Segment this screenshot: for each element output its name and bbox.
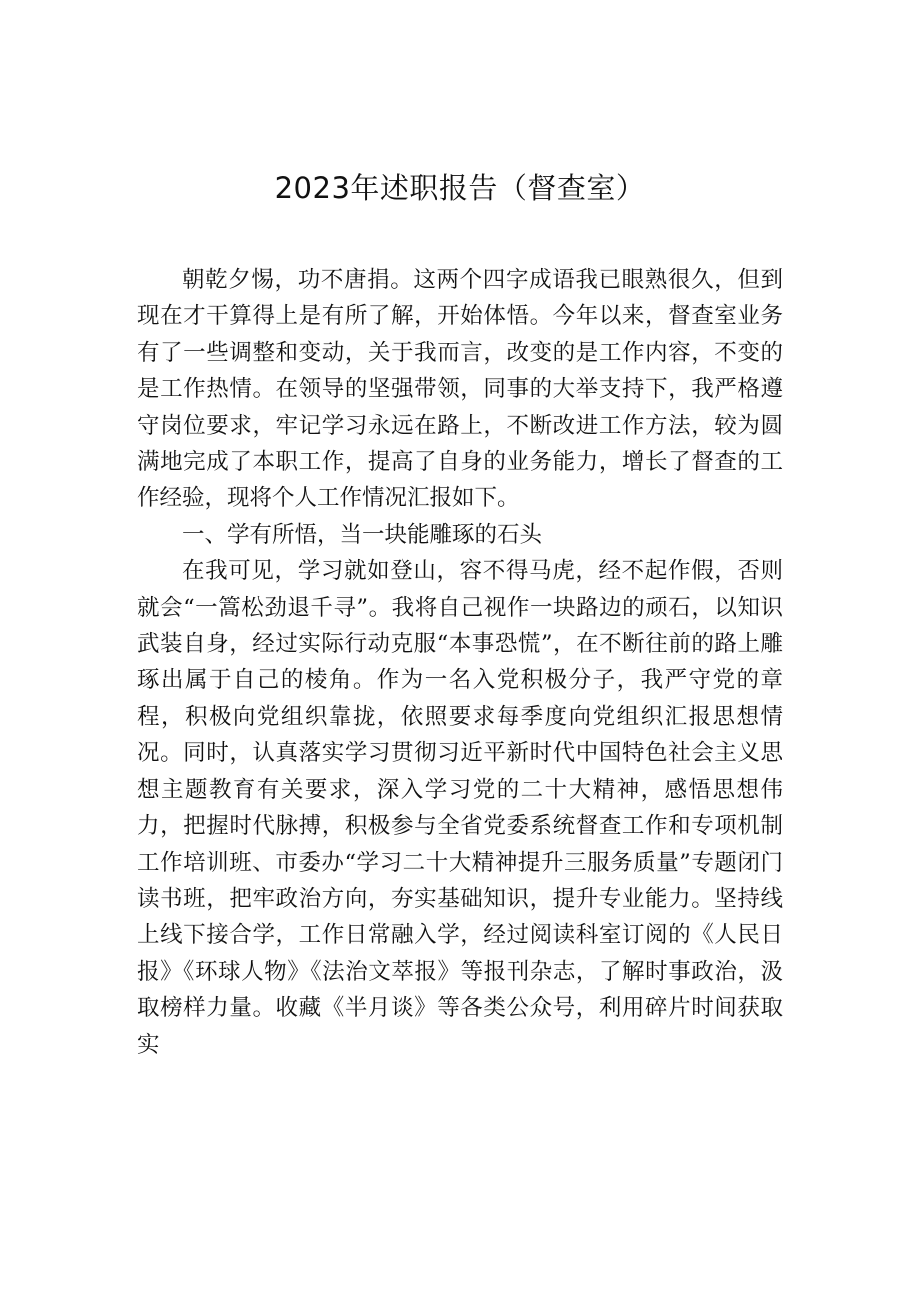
- section-1-paragraph: 在我可见，学习就如登山，容不得马虎，经不起作假，否则就会“一篙松劲退千寻”。我将自己视作一块路边的顽石，以知识武装自身，经过实际行动克服“本事恐慌”，在不断往前的路上雕琢出属于自己的棱角。作为一名入党积极分子，我严守党的章程，积极向党组织靠拢，依照要求每季度向党组织汇报思想情况。同时，认真落实学习贯彻习近平新时代中国特色社会主义思想主题教育有关要求，深入学习党的二十大精神，感悟思想伟力，把握时代脉搏，积极参与全省党委系统督查工作和专项机制工作培训班、市委办“学习二十大精神提升三服务质量”专题闭门读书班，把牢政治方向，夯实基础知识，提升专业能力。坚持线上线下接合学，工作日常融入学，经过阅读科室订阅的《人民日报》《环球人物》《法治文萃报》等报刊杂志，了解时事政治，汲取榜样力量。收藏《半月谈》等各类公众号，利用碎片时间获取实: [137, 558, 783, 1058]
- document-title: 2023年述职报告（督查室）: [274, 171, 646, 205]
- intro-paragraph: 朝乾夕惕，功不唐捐。这两个四字成语我已眼熟很久，但到现在才干算得上是有所了解，开始体悟。今年以来，督查室业务有了一些调整和变动，关于我而言，改变的是工作内容，不变的是工作热情。在领导的坚强带领，同事的大举支持下，我严格遵守岗位要求，牢记学习永远在路上，不断改进工作方法，较为圆满地完成了本职工作，提高了自身的业务能力，增长了督查的工作经验，现将个人工作情况汇报如下。: [137, 267, 783, 512]
- document-body: [137, 262, 783, 1063]
- section-heading-1: 一、学有所悟，当一块能雕琢的石头: [182, 521, 543, 548]
